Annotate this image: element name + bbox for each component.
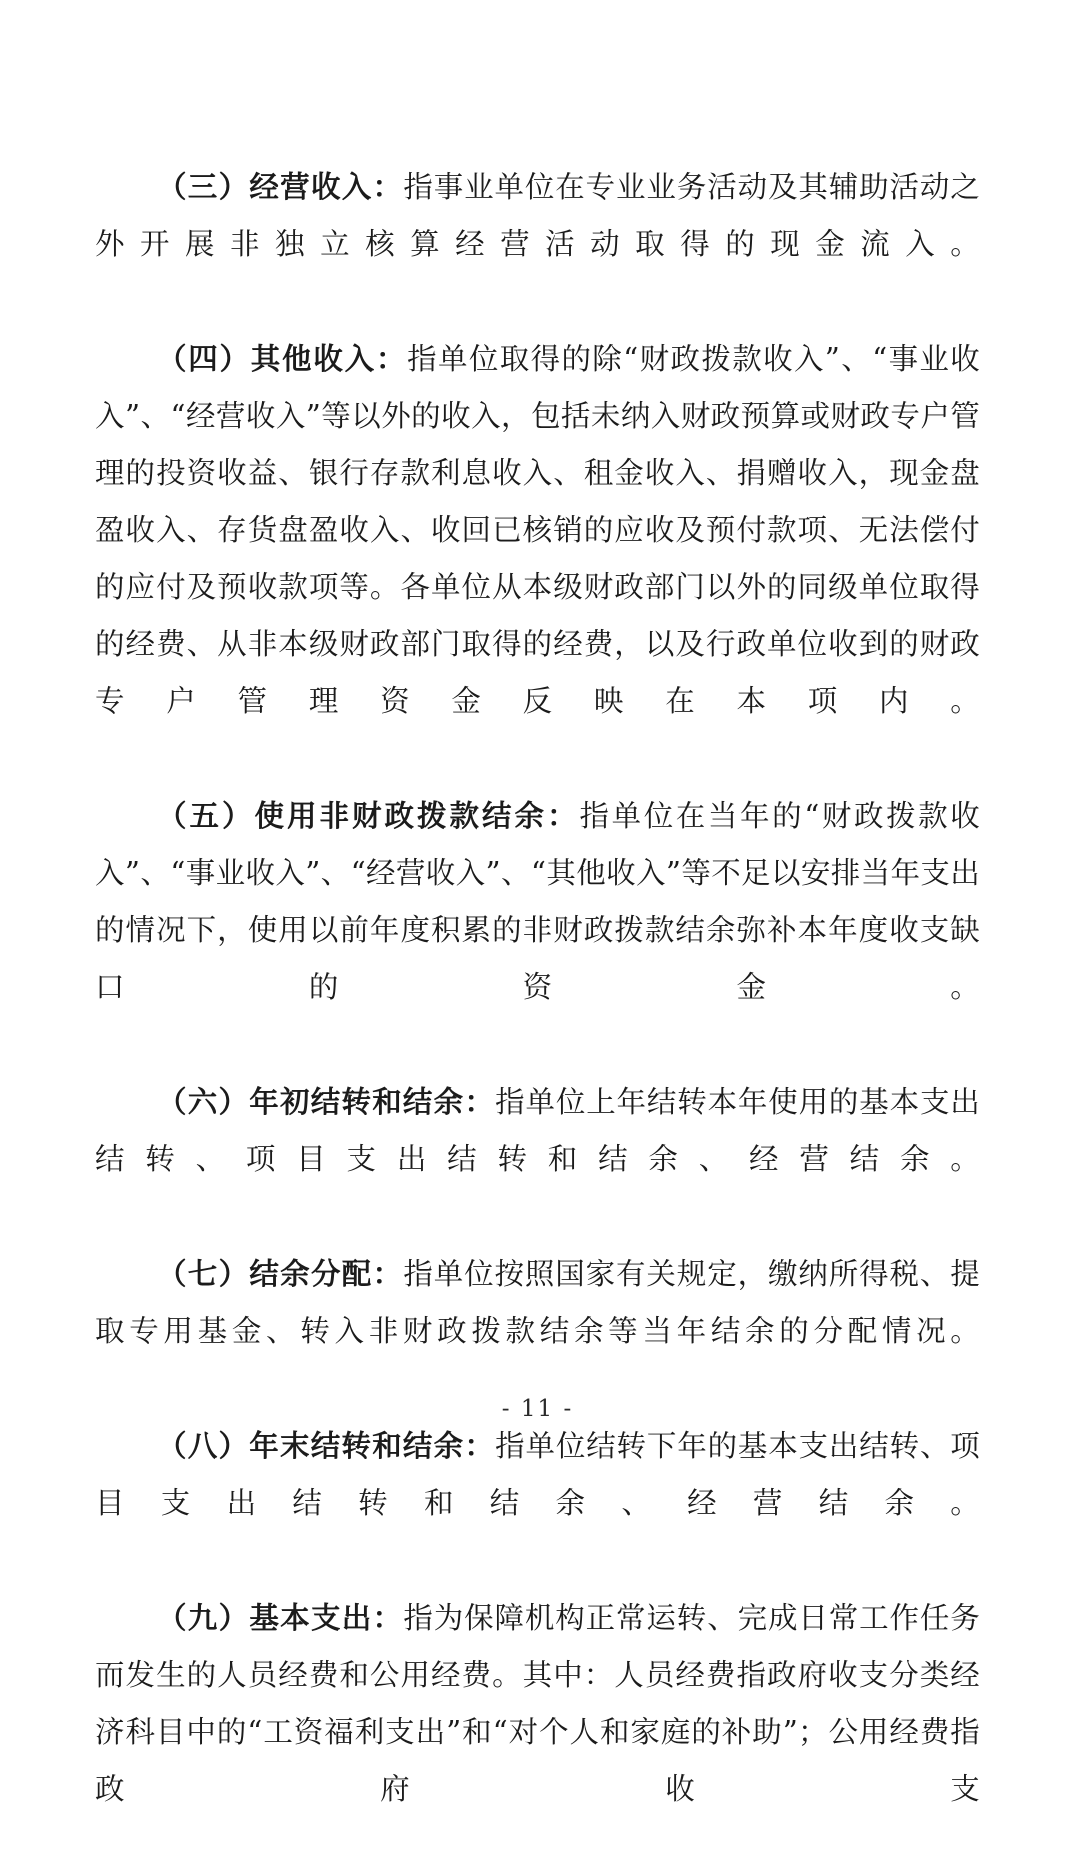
paragraph-lead-item-8: （八）年末结转和结余： [157, 1428, 496, 1463]
paragraph-lead-item-7: （七）结余分配： [157, 1256, 404, 1291]
page-number: - 11 - [501, 1396, 574, 1422]
paragraph-item-9 [95, 1589, 980, 1875]
document-body [95, 158, 980, 1875]
paragraph-body-item-6: 指单位上年结转本年使用的基本支出结转、项目支出结转和结余、经营结余。 [95, 1085, 980, 1176]
paragraph-body-item-8: 指单位结转下年的基本支出结转、项目支出结转和结余、经营结余。 [95, 1429, 980, 1520]
paragraph-lead-item-3: （三）经营收入： [157, 169, 404, 204]
paragraph-body-item-3: 指事业单位在专业业务活动及其辅助活动之外开展非独立核算经营活动取得的现金流入。 [95, 170, 980, 261]
paragraph-body-item-5: 指单位在当年的“财政拨款收入”、“事业收入”、“经营收入”、“其他收入”等不足以安排当年支出的情况下，使用以前年度积累的非财政拨款结余弥补本年度收支缺口的资金。 [95, 799, 980, 1004]
paragraph-item-4 [95, 330, 980, 787]
paragraph-lead-item-9: （九）基本支出： [157, 1600, 404, 1635]
paragraph-body-item-4: 指单位取得的除“财政拨款收入”、“事业收入”、“经营收入”等以外的收入，包括未纳入财政预算或财政专户管理的投资收益、银行存款利息收入、租金收入、捐赠收入，现金盘盈收入、存货盘盈收入、收回已核销的应收及预付款项、无法偿付的应付及预收款项等。各单位从本级财政部门以外的同级单位取得的经费、从非本级财政部门取得的经费，以及行政单位收到的财政专户管理资金反映在本项内。 [95, 342, 980, 718]
paragraph-lead-item-5: （五）使用非财政拨款结余： [157, 798, 580, 833]
paragraph-item-8 [95, 1417, 980, 1589]
paragraph-item-6 [95, 1073, 980, 1245]
paragraph-lead-item-6: （六）年初结转和结余： [157, 1084, 496, 1119]
paragraph-item-5 [95, 787, 980, 1073]
paragraph-lead-item-4: （四）其他收入： [157, 341, 408, 376]
paragraph-body-item-9: 指为保障机构正常运转、完成日常工作任务而发生的人员经费和公用经费。其中：人员经费指政府收支分类经济科目中的“工资福利支出”和“对个人和家庭的补助”；公用经费指政府收支 [95, 1601, 980, 1806]
paragraph-item-7 [95, 1245, 980, 1417]
paragraph-body-item-7: 指单位按照国家有关规定，缴纳所得税、提取专用基金、转入非财政拨款结余等当年结余的分配情况。 [95, 1257, 980, 1348]
paragraph-item-3 [95, 158, 980, 330]
